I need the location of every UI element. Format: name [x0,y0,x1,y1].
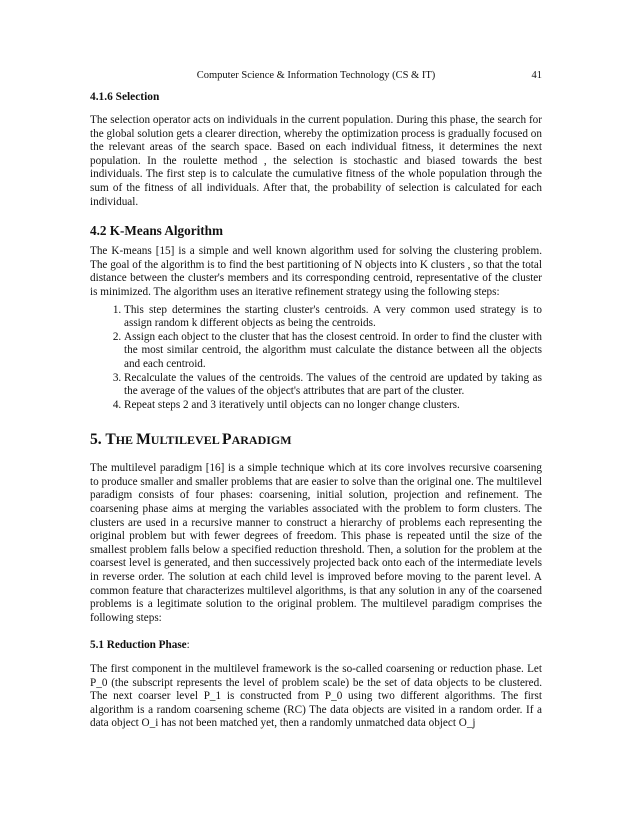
kmeans-steps-list [90,304,542,413]
section-4-1-6-paragraph: The selection operator acts on individuals in the current population. During this phase, the search for the global solution gets a clearer direction, whereby the optimization process is gradually focused on the relevant areas of the search space. Based on each individual fitness, it determines the next population. In the roulette method , the selection is stochastic and biased towards the best individuals. The first step is to calculate the cumulative fitness of the whole population through the sum of the fitness of all individuals. After that, the probability of selection is calculated for each individual. [90,114,542,208]
section-5-1-heading [90,639,542,653]
page-content [90,90,542,731]
heading-part: M [136,431,151,449]
list-item: 2. Assign each object to the cluster that has the closest centroid. In order to find the cluster with the most similar centroid, the algorithm must calculate the distance between all the objects and each centroid. [124,331,542,372]
page-number: 41 [531,70,542,81]
section-5-heading [90,430,542,450]
section-5-paragraph: The multilevel paradigm [16] is a simple technique which at its core involves recursive coarsening to produce smaller and smaller problems that are easier to solve than the original one. The multilevel paradigm consists of four phases: coarsening, initial solution, projection and refinement. The coarsening phase aims at merging the variables associated with the problem to form clusters. The clusters are used in a recursive manner to construct a hierarchy of problems each representing the original problem but with fewer degrees of freedom. This phase is repeated until the size of the smallest problem falls below a specified reduction threshold. Then, a solution for the problem at the coarsest level is generated, and then successively projected back onto each of the intermediate levels in reverse order. The solution at each child level is improved before moving to the parent level. A common feature that characterizes multilevel algorithms, is that any solution in any of the coarsened problems is a legitimate solution to the original problem. The multilevel paradigm comprises the following steps: [90,462,542,624]
section-5-number: 5. [90,431,106,449]
heading-part: ULTILEVEL [150,433,223,448]
list-item: 1. This step determines the starting cluster's centroids. A very common used strategy is to assign random k different objects as being the centroids. [124,304,542,331]
running-header [90,70,542,84]
journal-title: Computer Science & Information Technology (CS & IT) [196,70,436,81]
section-5-1-colon: : [186,639,190,652]
section-5-1-title: 5.1 Reduction Phase [90,639,187,652]
section-4-2-paragraph: The K-means [15] is a simple and well known algorithm used for solving the clustering problem. The goal of the algorithm is to find the best partitioning of N objects into K clusters , so that the total distance between the cluster's members and its corresponding centroid, representative of the cluster is minimized. The algorithm uses an iterative refinement strategy using the following steps: [90,245,542,298]
heading-part: HE [115,433,137,448]
heading-part: ARADIGM [231,433,292,448]
heading-part: T [105,431,116,449]
section-4-1-6-heading: 4.1.6 Selection [90,91,160,103]
list-item: 4. Repeat steps 2 and 3 iteratively until objects can no longer change clusters. [124,399,542,413]
list-item: 3. Recalculate the values of the centroids. The values of the centroid are updated by taking as the average of the values of the object's attributes that are part of the cluster. [124,372,542,399]
section-5-1-paragraph: The first component in the multilevel framework is the so-called coarsening or reduction phase. Let P_0 (the subscript represents the level of problem scale) be the set of data objects to be clustered. The next coarser level P_1 is constructed from P_0 using two different algorithms. The first algorithm is a random coarsening scheme (RC) The data objects are visited in a random order. If a data object O_i has not been matched yet, then a randomly unmatched data object O_j [90,663,542,730]
heading-part: P [222,431,232,449]
section-4-2-heading: 4.2 K-Means Algorithm [90,223,223,239]
